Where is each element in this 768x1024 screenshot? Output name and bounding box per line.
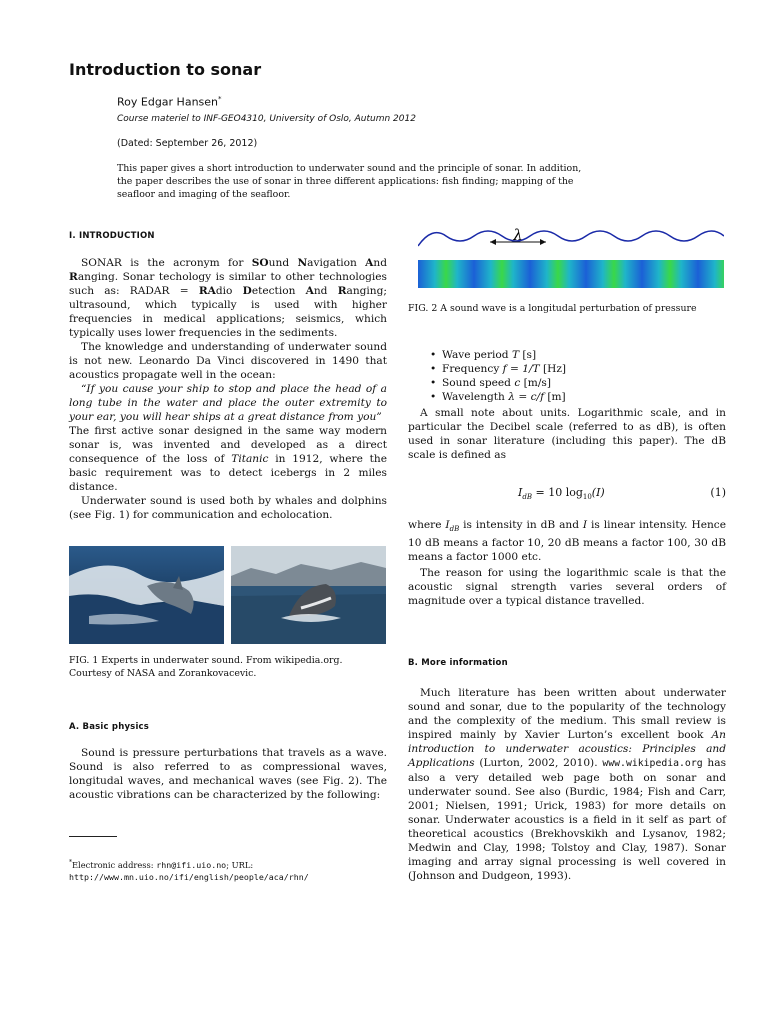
- acronym-d: D: [242, 285, 252, 297]
- intro-body: [69, 256, 387, 522]
- footnote: [69, 857, 399, 883]
- units-continued: [408, 518, 726, 608]
- more-information-paragraph: [408, 686, 726, 883]
- eq-log-base: 10: [582, 493, 592, 502]
- equation-number: (1): [710, 486, 726, 499]
- footnote-text-a: Electronic address:: [72, 859, 157, 870]
- section-heading-introduction: I. INTRODUCTION: [69, 231, 155, 241]
- list-item: [442, 376, 726, 390]
- footnote-text-b: ; URL:: [226, 859, 254, 870]
- affiliation: Course materiel to INF-GEO4310, University of Oslo, Autumn 2012: [117, 114, 416, 124]
- eq-argument: (I): [591, 486, 605, 499]
- intro-p3-text-a: The first active sonar designed in the same way modern sonar is, was invented and developed as a direct consequence of the loss of: [69, 425, 387, 465]
- more-information-body: [408, 686, 726, 883]
- intro-p1-text-a: SONAR is the acronym for: [81, 257, 252, 269]
- footnote-mark: *: [69, 859, 72, 866]
- units-p2-text-c: is linear intensity. Hence 10 dB means a factor 10, 20 dB means a factor 100, 30 dB means a factor 1000 etc.: [408, 519, 726, 564]
- intro-p1-text-c: avigation: [307, 257, 366, 269]
- acronym-r2: R: [337, 285, 347, 297]
- units-paragraph-2: [408, 518, 726, 564]
- units-p2-intensity: I: [582, 519, 588, 531]
- bullet-symbol: f = 1/T: [502, 363, 540, 375]
- paper-title: Introduction to sonar: [69, 60, 262, 79]
- list-item: [442, 390, 726, 404]
- units-p2-symbol: I: [445, 519, 450, 531]
- bullet-symbol: c: [514, 377, 521, 389]
- bullet-unit: [m/s]: [520, 377, 551, 389]
- whale-illustration: [231, 546, 386, 644]
- whale-photo: [231, 546, 386, 644]
- acronym-r: R: [69, 271, 78, 283]
- author-footnote-mark: *: [218, 95, 222, 103]
- intro-p1-text-e: anging. Sonar techology is similar to other technologies such as: RADAR =: [69, 271, 387, 297]
- list-item: [442, 348, 726, 362]
- eq-rhs: = 10 log: [531, 486, 583, 499]
- wave-properties: [408, 348, 726, 462]
- basic-physics-paragraph: Sound is pressure perturbations that travels as a wave. Sound is also referred to as compressional waves, longitudal waves, and mechanical waves (see Fig. 2). The acoustic vibrations can be characterized by the following:: [69, 747, 387, 801]
- equation-1: [408, 486, 726, 502]
- equation-body: [518, 486, 605, 501]
- dolphin-photo: [69, 546, 224, 644]
- wave-properties-list: [408, 348, 726, 404]
- intro-paragraph-1: [69, 256, 387, 340]
- dolphin-illustration: [69, 546, 224, 644]
- basic-physics-body: [69, 746, 387, 802]
- more-text-a: Much literature has been written about underwater sound and sonar, due to the popularity of the technology and the complexity of the medium. This small review is inspired mainly by Xavier Lurton’s excellent book: [408, 687, 726, 741]
- acronym-a: A: [365, 257, 374, 269]
- units-p2-text-a: where: [408, 519, 446, 531]
- intro-paragraph-2: The knowledge and understanding of underwater sound is not new. Leonardo Da Vinci discovered in 1490 that acoustics propagate well in the ocean:: [69, 341, 387, 381]
- figure-2-caption: FIG. 2 A sound wave is a longitudal perturbation of pressure: [408, 303, 697, 314]
- figure-1-caption: FIG. 1 Experts in underwater sound. From wikipedia.org. Courtesy of NASA and Zorankovacevic.: [69, 655, 343, 679]
- sound-wave-illustration: [418, 220, 724, 290]
- bullet-unit: [Hz]: [539, 363, 567, 375]
- units-p2-sub: dB: [449, 525, 460, 534]
- acronym-a2: A: [305, 285, 314, 297]
- bullet-label: Frequency: [442, 363, 503, 375]
- bullet-symbol: T: [511, 349, 520, 361]
- lambda-label: λ: [513, 226, 523, 244]
- footnote-email[interactable]: rhn@ifi.uio.no: [156, 859, 227, 870]
- section-heading-more-information: B. More information: [408, 658, 508, 668]
- intro-p1-text-f: dio: [215, 285, 243, 297]
- author-name: Roy Edgar Hansen: [117, 95, 219, 109]
- units-paragraph-1: A small note about units. Logarithmic scale, and in particular the Decibel scale (referred to as dB), is often used in sonar literature (including this paper). The dB scale is defined as: [408, 407, 726, 461]
- intro-paragraph-3: [69, 424, 387, 494]
- footnote-url[interactable]: http://www.mn.uio.no/ifi/english/people/aca/rhn/: [69, 871, 309, 882]
- wikipedia-link[interactable]: www.wikipedia.org: [602, 758, 703, 769]
- more-text-b: (Lurton, 2002, 2010).: [474, 757, 603, 769]
- abstract: This paper gives a short introduction to underwater sound and the principle of sonar. In addition, the paper describes the use of sonar in three different applications: fish finding; mapping of the seafloor and imaging of the seafloor.: [117, 163, 582, 200]
- titanic-name: Titanic: [231, 453, 269, 465]
- intro-p3-text-b: in 1912, where the basic requirement was to detect icebergs in 2 miles distance.: [69, 453, 387, 493]
- dated-line: (Dated: September 26, 2012): [117, 138, 258, 149]
- bullet-label: Sound speed: [442, 377, 515, 389]
- figure-2-wave: [418, 220, 724, 290]
- intro-p1-text-b: und: [268, 257, 298, 269]
- intro-p1-text-i: anging; ultrasound, which typically is used with higher frequencies in medical applications; seismics, which typically uses lower frequencies in the sediments.: [69, 285, 387, 339]
- book-title: An introduction to underwater acoustics: Principles and Applications: [408, 729, 726, 769]
- eq-lhs-sub: dB: [522, 493, 532, 502]
- units-paragraph-3: The reason for using the logarithmic scale is that the acoustic signal strength varies several orders of magnitude over a typical distance travelled.: [408, 567, 726, 608]
- intro-p1-text-g: etection: [251, 285, 306, 297]
- bullet-label: Wavelength: [442, 391, 509, 403]
- da-vinci-quote: “If you cause your ship to stop and place the head of a long tube in the water and place the outer extremity to your ear, you will hear ships at a great distance from you”: [69, 383, 387, 423]
- bullet-unit: [s]: [519, 349, 537, 361]
- acronym-n: N: [297, 257, 308, 269]
- units-p2-text-b: is intensity in dB and: [459, 519, 583, 531]
- footnote-rule: [69, 836, 117, 837]
- more-text-c: has also a very detailed web page both on sonar and underwater sound. See also (Burdic, 1984; Fish and Carr, 2001; Nielsen, 1991; Urick, 1983) for more details on sonar. Underwater acoustics is a field in it self as part of theoretical acoustics (Brekhovskikh and Lysanov, 1982; Medwin and Clay, 1998; Tolstoy and Clay, 1987). Sonar imaging and array signal processing is well covered in (Johnson and Dudgeon, 1993).: [408, 757, 727, 882]
- intro-p1-text-d: nd: [373, 257, 388, 269]
- intro-paragraph-4: Underwater sound is used both by whales and dolphins (see Fig. 1) for communication and echolocation.: [69, 495, 387, 521]
- section-heading-basic-physics: A. Basic physics: [69, 722, 150, 732]
- bullet-unit: [m]: [544, 391, 566, 403]
- list-item: [442, 362, 726, 376]
- author-line: [117, 95, 222, 109]
- bullet-symbol: λ = c/f: [508, 391, 544, 403]
- eq-lhs: I: [518, 486, 523, 499]
- intro-p1-text-h: nd: [313, 285, 338, 297]
- bullet-label: Wave period: [442, 349, 512, 361]
- acronym-ra: RA: [198, 285, 216, 297]
- acronym-so: SO: [251, 257, 269, 269]
